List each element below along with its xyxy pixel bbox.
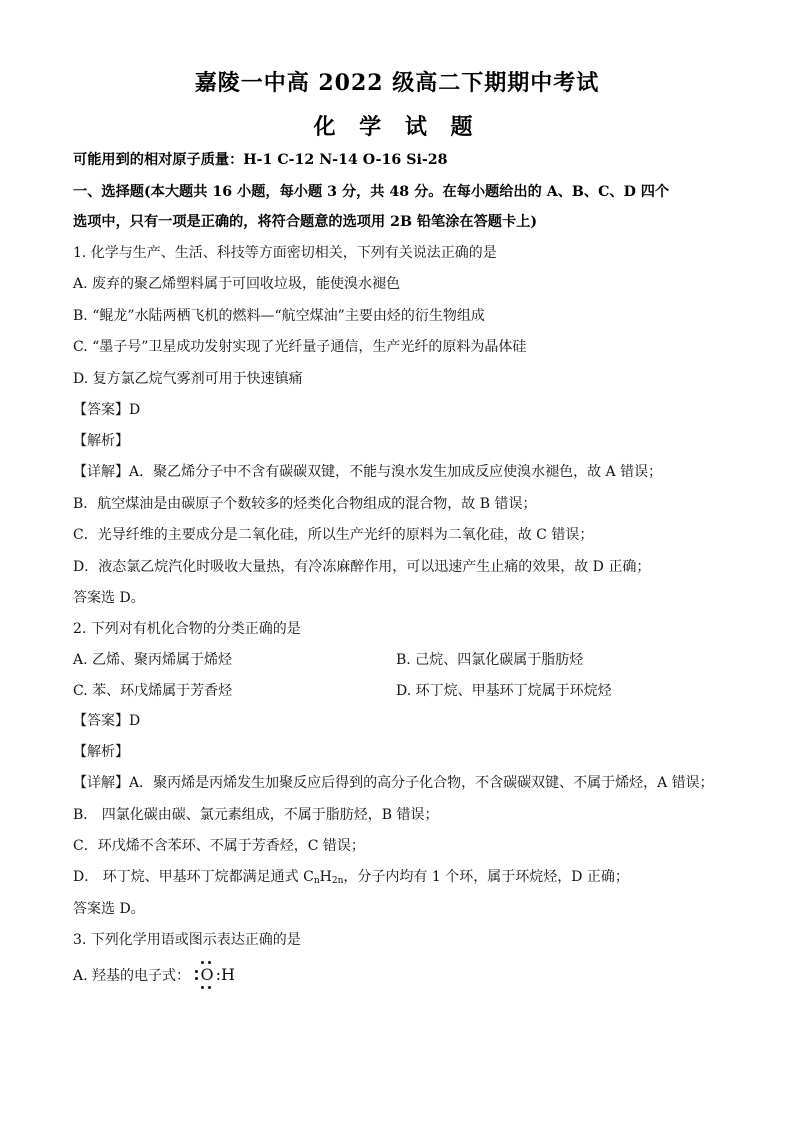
q2-detail-c: C．环戊烯不含苯环、不属于芳香烃，C 错误； xyxy=(73,838,365,854)
exam-subtitle: 化 学 试 题 xyxy=(313,114,481,140)
q1-option-c: C. “墨子号”卫星成功发射实现了光纤量子通信，生产光纤的原料为晶体硅 xyxy=(73,339,527,355)
q1-detail-a: 【详解】A．聚乙烯分子中不含有碳碳双键，不能与溴水发生加成反应使溴水褪色，故 A 错误； xyxy=(73,464,663,480)
q2-conclusion: 答案选 D。 xyxy=(73,901,145,917)
lone-pair-dot xyxy=(201,961,204,964)
bonding-pair: : xyxy=(215,965,221,984)
q1-answer: 【答案】D xyxy=(73,402,141,418)
lone-pair-dot xyxy=(195,970,198,973)
oxygen-symbol: O xyxy=(198,965,215,985)
q3-stem: 3. 下列化学用语或图示表达正确的是 xyxy=(73,932,301,948)
q2-detail-d-pre: D． 环丁烷、甲基环丁烷都满足通式 C xyxy=(73,869,314,885)
q2-option-a: A. 乙烯、聚丙烯属于烯烃 xyxy=(73,652,233,668)
section1-instructions-line1: 一、选择题(本大题共 16 小题，每小题 3 分，共 48 分。在每小题给出的 A、B、C、D 四个 xyxy=(73,184,670,200)
q2-analysis-label: 【解析】 xyxy=(73,744,129,760)
q2-option-c: C. 苯、环戊烯属于芳香烃 xyxy=(73,683,233,699)
q2-formula-sub-2n: 2n xyxy=(331,876,344,886)
atomic-masses: 可能用到的相对原子质量：H-1 C-12 N-14 O-16 Si-28 xyxy=(73,152,448,168)
q2-formula-sub-n: n xyxy=(313,876,320,886)
q1-option-a: A. 废弃的聚乙烯塑料属于可回收垃圾，能使溴水褪色 xyxy=(73,276,401,292)
exam-title: 嘉陵一中高 2022 级高二下期期中考试 xyxy=(194,70,600,96)
q2-option-d: D. 环丁烷、甲基环丁烷属于环烷烃 xyxy=(396,683,612,699)
hydroxyl-electron-formula xyxy=(198,965,234,985)
q1-option-b: B. “鲲龙”水陆两栖飞机的燃料—“航空煤油”主要由烃的衍生物组成 xyxy=(73,308,485,324)
q3-option-a-label: A. 羟基的电子式： xyxy=(73,968,191,984)
q2-detail-b: B． 四氯化碳由碳、氯元素组成，不属于脂肪烃，B 错误； xyxy=(73,807,439,823)
q2-option-b: B. 己烷、四氯化碳属于脂肪烃 xyxy=(396,652,584,668)
q1-stem: 1. 化学与生产、生活、科技等方面密切相关，下列有关说法正确的是 xyxy=(73,245,497,261)
q3-option-a xyxy=(73,965,235,986)
q2-detail-a: 【详解】A．聚丙烯是丙烯发生加聚反应后得到的高分子化合物，不含碳碳双键、不属于烯烃，A 错误； xyxy=(73,775,714,791)
q2-detail-d xyxy=(73,867,629,887)
q1-detail-c: C．光导纤维的主要成分是二氧化硅，所以生产光纤的原料为二氧化硅，故 C 错误； xyxy=(73,527,594,543)
lone-pair-dot xyxy=(195,977,198,980)
q1-detail-d: D．液态氯乙烷汽化时吸收大量热，有冷冻麻醉作用，可以迅速产生止痛的效果，故 D 正确； xyxy=(73,559,651,575)
q2-answer: 【答案】D xyxy=(73,713,141,729)
q2-detail-d-post: ，分子内均有 1 个环，属于环烷烃，D 正确； xyxy=(343,869,629,885)
q2-stem: 2. 下列对有机化合物的分类正确的是 xyxy=(73,621,301,637)
q1-conclusion: 答案选 D。 xyxy=(73,590,145,606)
q1-option-d: D. 复方氯乙烷气雾剂可用于快速镇痛 xyxy=(73,371,303,387)
hydrogen-symbol: H xyxy=(220,965,235,984)
q1-detail-b: B．航空煤油是由碳原子个数较多的烃类化合物组成的混合物，故 B 错误； xyxy=(73,496,537,512)
q2-formula-h: H xyxy=(319,869,332,885)
lone-pair-dot xyxy=(208,986,211,989)
lone-pair-dot xyxy=(201,986,204,989)
q1-analysis-label: 【解析】 xyxy=(73,433,129,449)
section1-instructions-line2: 选项中，只有一项是正确的，将符合题意的选项用 2B 铅笔涂在答题卡上) xyxy=(73,214,538,230)
lone-pair-dot xyxy=(208,961,211,964)
